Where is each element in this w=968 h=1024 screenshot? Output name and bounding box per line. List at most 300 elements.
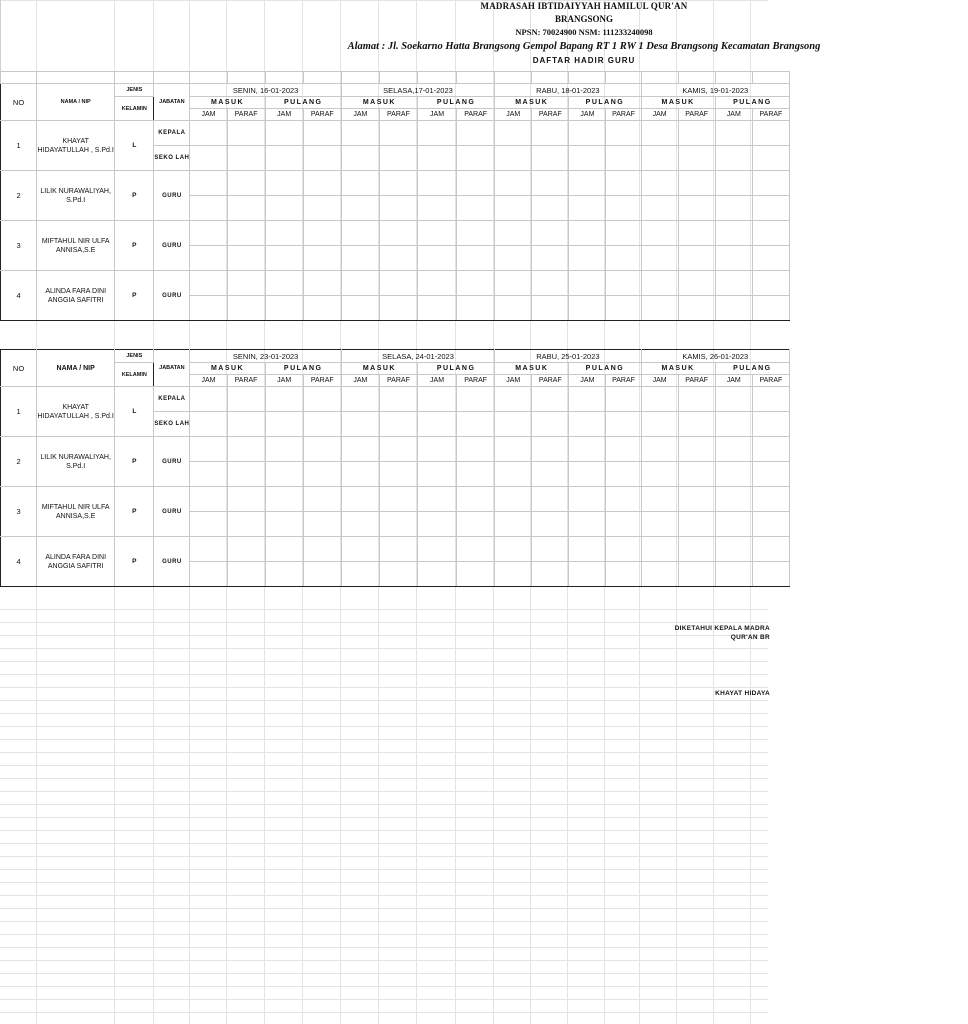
attendance-cell[interactable] [379,146,417,171]
attendance-cell[interactable] [303,412,341,437]
attendance-cell[interactable] [569,437,606,462]
attendance-cell[interactable] [641,121,678,146]
jam-header: JAM [265,375,303,387]
attendance-cell[interactable] [303,487,341,512]
attendance-cell[interactable] [641,221,678,246]
attendance-cell[interactable] [227,512,265,537]
attendance-cell[interactable] [715,121,752,146]
attendance-cell[interactable] [265,387,303,412]
attendance-cell[interactable] [532,196,569,221]
attendance-cell[interactable] [341,412,379,437]
blank-cell [495,72,532,84]
attendance-cell[interactable] [379,437,417,462]
day-header: SELASA,17-01-2023 [341,84,494,97]
attendance-cell[interactable] [457,146,495,171]
attendance-cell[interactable] [495,487,532,512]
jam-header: JAM [190,109,227,121]
day-header: SENIN, 16-01-2023 [190,84,341,97]
attendance-cell[interactable] [265,146,303,171]
attendance-cell[interactable] [265,121,303,146]
attendance-cell[interactable] [457,121,495,146]
attendance-cell[interactable] [641,412,678,437]
attendance-cell[interactable] [418,437,457,462]
attendance-cell[interactable] [190,462,227,487]
attendance-cell[interactable] [569,296,606,321]
attendance-cell[interactable] [341,121,379,146]
attendance-cell[interactable] [532,537,569,562]
col-header-name: NAMA / NIP [37,350,115,387]
attendance-cell[interactable] [715,221,752,246]
attendance-cell[interactable] [227,537,265,562]
paraf-header: PARAF [227,109,265,121]
attendance-cell[interactable] [457,512,495,537]
attendance-cell[interactable] [190,296,227,321]
attendance-cell[interactable] [752,146,789,171]
attendance-cell[interactable] [641,562,678,587]
attendance-cell[interactable] [190,487,227,512]
attendance-cell[interactable] [606,246,641,271]
attendance-cell[interactable] [265,221,303,246]
attendance-cell[interactable] [379,221,417,246]
teacher-name: KHAYAT HIDAYATULLAH , S.Pd.I [37,387,115,437]
attendance-cell[interactable] [678,196,715,221]
attendance-cell[interactable] [606,412,641,437]
attendance-cell[interactable] [341,512,379,537]
day-header: KAMIS, 19-01-2023 [641,84,789,97]
attendance-cell[interactable] [418,271,457,296]
attendance-cell[interactable] [227,387,265,412]
attendance-cell[interactable] [641,146,678,171]
attendance-cell[interactable] [303,296,341,321]
paraf-header: PARAF [532,375,569,387]
attendance-cell[interactable] [532,121,569,146]
attendance-cell[interactable] [190,121,227,146]
attendance-cell[interactable] [715,146,752,171]
attendance-cell[interactable] [569,412,606,437]
attendance-cell[interactable] [532,412,569,437]
attendance-cell[interactable] [227,221,265,246]
attendance-cell[interactable] [418,221,457,246]
attendance-cell[interactable] [495,271,532,296]
blank-cell [115,72,154,84]
attendance-cell[interactable] [303,246,341,271]
attendance-cell[interactable] [606,221,641,246]
attendance-table-week-1 [0,71,790,321]
attendance-cell[interactable] [418,412,457,437]
attendance-cell[interactable] [569,562,606,587]
attendance-cell[interactable] [715,246,752,271]
paraf-header: PARAF [752,109,789,121]
attendance-cell[interactable] [752,412,789,437]
attendance-cell[interactable] [641,537,678,562]
attendance-cell[interactable] [678,171,715,196]
attendance-cell[interactable] [715,271,752,296]
attendance-cell[interactable] [379,562,417,587]
attendance-cell[interactable] [457,462,495,487]
attendance-cell[interactable] [678,296,715,321]
attendance-cell[interactable] [569,121,606,146]
attendance-cell[interactable] [752,462,789,487]
attendance-cell[interactable] [678,462,715,487]
paraf-header: PARAF [606,109,641,121]
attendance-cell[interactable] [379,246,417,271]
attendance-cell[interactable] [752,271,789,296]
attendance-cell[interactable] [190,562,227,587]
attendance-cell[interactable] [265,296,303,321]
attendance-cell[interactable] [752,246,789,271]
attendance-cell[interactable] [379,121,417,146]
attendance-cell[interactable] [265,271,303,296]
attendance-cell[interactable] [418,487,457,512]
teacher-gender: L [115,121,154,171]
teacher-no: 4 [1,271,37,321]
attendance-cell[interactable] [606,537,641,562]
document-header [0,0,821,71]
attendance-cell[interactable] [227,196,265,221]
attendance-cell[interactable] [303,462,341,487]
paraf-header: PARAF [227,375,265,387]
jam-header: JAM [495,109,532,121]
attendance-cell[interactable] [641,487,678,512]
attendance-cell[interactable] [641,512,678,537]
attendance-cell[interactable] [457,221,495,246]
col-header-jabatan: JABATAN [154,84,190,121]
attendance-cell[interactable] [752,121,789,146]
document-title: DAFTAR HADIR GURU [532,56,636,65]
day-header: RABU, 18-01-2023 [495,84,641,97]
attendance-cell[interactable] [752,171,789,196]
attendance-cell[interactable] [495,537,532,562]
attendance-cell[interactable] [715,512,752,537]
attendance-cell[interactable] [341,387,379,412]
attendance-cell[interactable] [641,387,678,412]
attendance-cell[interactable] [606,196,641,221]
attendance-cell[interactable] [715,412,752,437]
attendance-cell[interactable] [190,512,227,537]
attendance-cell[interactable] [678,537,715,562]
attendance-cell[interactable] [457,171,495,196]
attendance-cell[interactable] [715,487,752,512]
attendance-cell[interactable] [457,562,495,587]
attendance-cell[interactable] [752,512,789,537]
attendance-cell[interactable] [341,437,379,462]
day-header: RABU, 25-01-2023 [495,350,641,363]
attendance-cell[interactable] [303,221,341,246]
attendance-cell[interactable] [606,296,641,321]
attendance-cell[interactable] [418,387,457,412]
attendance-cell[interactable] [715,562,752,587]
attendance-cell[interactable] [678,271,715,296]
pulang-header: PULANG [265,97,341,109]
attendance-cell[interactable] [495,462,532,487]
attendance-cell[interactable] [678,221,715,246]
attendance-cell[interactable] [532,462,569,487]
attendance-cell[interactable] [495,121,532,146]
attendance-cell[interactable] [265,196,303,221]
teacher-name: MIFTAHUL NIR ULFA ANNISA,S.E [37,487,115,537]
attendance-cell[interactable] [495,387,532,412]
attendance-cell[interactable] [606,562,641,587]
attendance-cell[interactable] [569,537,606,562]
attendance-cell[interactable] [752,487,789,512]
paraf-header: PARAF [379,375,417,387]
attendance-cell[interactable] [227,171,265,196]
attendance-table-week-2 [0,349,790,587]
attendance-cell[interactable] [532,487,569,512]
attendance-cell[interactable] [678,246,715,271]
teacher-row [1,121,790,146]
attendance-cell[interactable] [606,171,641,196]
attendance-cell[interactable] [495,171,532,196]
attendance-cell[interactable] [190,221,227,246]
attendance-cell[interactable] [227,121,265,146]
attendance-cell[interactable] [303,196,341,221]
attendance-cell[interactable] [457,437,495,462]
attendance-cell[interactable] [190,196,227,221]
attendance-cell[interactable] [190,387,227,412]
attendance-cell[interactable] [495,221,532,246]
attendance-cell[interactable] [341,221,379,246]
teacher-gender: P [115,271,154,321]
attendance-cell[interactable] [752,537,789,562]
attendance-cell[interactable] [379,296,417,321]
attendance-cell[interactable] [379,196,417,221]
attendance-cell[interactable] [190,246,227,271]
attendance-cell[interactable] [379,271,417,296]
teacher-row [1,271,790,296]
attendance-cell[interactable] [457,196,495,221]
attendance-cell[interactable] [418,196,457,221]
attendance-cell[interactable] [495,437,532,462]
attendance-cell[interactable] [678,387,715,412]
attendance-cell[interactable] [341,146,379,171]
attendance-cell[interactable] [495,296,532,321]
attendance-cell[interactable] [752,437,789,462]
attendance-cell[interactable] [606,462,641,487]
attendance-cell[interactable] [532,296,569,321]
attendance-cell[interactable] [303,121,341,146]
attendance-cell[interactable] [641,196,678,221]
attendance-cell[interactable] [227,246,265,271]
attendance-cell[interactable] [532,246,569,271]
attendance-cell[interactable] [532,221,569,246]
attendance-cell[interactable] [341,271,379,296]
attendance-cell[interactable] [379,171,417,196]
attendance-cell[interactable] [678,412,715,437]
attendance-cell[interactable] [418,562,457,587]
attendance-cell[interactable] [265,562,303,587]
attendance-cell[interactable] [265,412,303,437]
attendance-cell[interactable] [641,437,678,462]
attendance-cell[interactable] [227,146,265,171]
attendance-cell[interactable] [227,562,265,587]
blank-cell [265,72,303,84]
attendance-cell[interactable] [532,512,569,537]
attendance-cell[interactable] [715,296,752,321]
attendance-cell[interactable] [569,171,606,196]
attendance-cell[interactable] [303,512,341,537]
attendance-cell[interactable] [715,537,752,562]
col-header-no: NO [1,84,37,121]
teacher-position-line2: SEKO LAH [154,412,190,437]
attendance-cell[interactable] [606,437,641,462]
attendance-cell[interactable] [532,271,569,296]
attendance-cell[interactable] [752,387,789,412]
attendance-cell[interactable] [457,296,495,321]
attendance-cell[interactable] [303,387,341,412]
attendance-cell[interactable] [418,512,457,537]
attendance-cell[interactable] [227,462,265,487]
attendance-cell[interactable] [379,537,417,562]
attendance-cell[interactable] [606,387,641,412]
attendance-cell[interactable] [227,412,265,437]
attendance-cell[interactable] [341,537,379,562]
attendance-cell[interactable] [341,462,379,487]
attendance-cell[interactable] [190,412,227,437]
attendance-cell[interactable] [678,121,715,146]
attendance-cell[interactable] [495,196,532,221]
attendance-cell[interactable] [715,387,752,412]
attendance-cell[interactable] [715,437,752,462]
attendance-cell[interactable] [569,246,606,271]
attendance-cell[interactable] [457,537,495,562]
attendance-cell[interactable] [190,537,227,562]
attendance-cell[interactable] [418,171,457,196]
teacher-name: LILIK NURAWALIYAH, S.Pd.I [37,437,115,487]
attendance-cell[interactable] [457,387,495,412]
attendance-cell[interactable] [678,562,715,587]
attendance-cell[interactable] [341,487,379,512]
attendance-cell[interactable] [190,437,227,462]
teacher-name: KHAYAT HIDAYATULLAH , S.Pd.I [37,121,115,171]
attendance-cell[interactable] [641,271,678,296]
attendance-cell[interactable] [341,296,379,321]
attendance-cell[interactable] [303,271,341,296]
attendance-cell[interactable] [569,387,606,412]
attendance-cell[interactable] [569,221,606,246]
attendance-cell[interactable] [715,171,752,196]
attendance-cell[interactable] [641,296,678,321]
attendance-cell[interactable] [457,246,495,271]
attendance-cell[interactable] [678,437,715,462]
attendance-cell[interactable] [265,537,303,562]
attendance-cell[interactable] [190,271,227,296]
attendance-cell[interactable] [641,246,678,271]
attendance-cell[interactable] [190,171,227,196]
attendance-cell[interactable] [678,146,715,171]
col-header-kelamin: KELAMIN [115,97,154,121]
attendance-cell[interactable] [190,146,227,171]
attendance-cell[interactable] [379,412,417,437]
attendance-cell[interactable] [532,171,569,196]
attendance-cell[interactable] [303,537,341,562]
attendance-cell[interactable] [752,296,789,321]
attendance-cell[interactable] [303,562,341,587]
attendance-cell[interactable] [606,271,641,296]
attendance-cell[interactable] [532,387,569,412]
jam-header: JAM [569,375,606,387]
attendance-cell[interactable] [715,462,752,487]
attendance-cell[interactable] [569,146,606,171]
attendance-cell[interactable] [341,562,379,587]
attendance-cell[interactable] [569,196,606,221]
attendance-cell[interactable] [678,512,715,537]
attendance-cell[interactable] [418,537,457,562]
attendance-cell[interactable] [532,146,569,171]
attendance-cell[interactable] [418,121,457,146]
jam-header: JAM [641,375,678,387]
paraf-header: PARAF [532,109,569,121]
attendance-cell[interactable] [227,296,265,321]
attendance-cell[interactable] [418,146,457,171]
attendance-cell[interactable] [341,196,379,221]
attendance-cell[interactable] [418,296,457,321]
attendance-cell[interactable] [569,487,606,512]
attendance-cell[interactable] [752,221,789,246]
attendance-cell[interactable] [532,562,569,587]
attendance-table-week-2-wrap [0,349,783,594]
attendance-cell[interactable] [606,121,641,146]
attendance-cell[interactable] [418,462,457,487]
attendance-cell[interactable] [495,412,532,437]
attendance-cell[interactable] [457,412,495,437]
attendance-cell[interactable] [457,487,495,512]
attendance-cell[interactable] [606,512,641,537]
attendance-cell[interactable] [752,562,789,587]
attendance-cell[interactable] [606,487,641,512]
attendance-cell[interactable] [379,387,417,412]
attendance-cell[interactable] [641,171,678,196]
attendance-cell[interactable] [227,271,265,296]
attendance-cell[interactable] [265,171,303,196]
attendance-cell[interactable] [303,146,341,171]
attendance-cell[interactable] [265,462,303,487]
attendance-cell[interactable] [227,437,265,462]
teacher-gender: P [115,221,154,271]
attendance-cell[interactable] [265,246,303,271]
attendance-cell[interactable] [457,271,495,296]
attendance-cell[interactable] [379,487,417,512]
attendance-cell[interactable] [641,462,678,487]
attendance-cell[interactable] [532,437,569,462]
attendance-cell[interactable] [418,246,457,271]
attendance-cell[interactable] [341,246,379,271]
attendance-cell[interactable] [678,487,715,512]
attendance-cell[interactable] [495,562,532,587]
attendance-cell[interactable] [569,462,606,487]
attendance-cell[interactable] [752,196,789,221]
attendance-cell[interactable] [606,146,641,171]
attendance-cell[interactable] [265,487,303,512]
attendance-cell[interactable] [379,512,417,537]
attendance-cell[interactable] [715,196,752,221]
blank-cell [154,72,190,84]
teacher-gender: P [115,171,154,221]
attendance-cell[interactable] [379,462,417,487]
attendance-cell[interactable] [495,146,532,171]
jam-header: JAM [190,375,227,387]
attendance-cell[interactable] [569,512,606,537]
attendance-cell[interactable] [265,437,303,462]
attendance-cell[interactable] [495,512,532,537]
attendance-cell[interactable] [265,512,303,537]
attendance-cell[interactable] [303,437,341,462]
attendance-cell[interactable] [303,171,341,196]
attendance-cell[interactable] [495,246,532,271]
attendance-cell[interactable] [569,271,606,296]
attendance-cell[interactable] [227,487,265,512]
attendance-cell[interactable] [341,171,379,196]
